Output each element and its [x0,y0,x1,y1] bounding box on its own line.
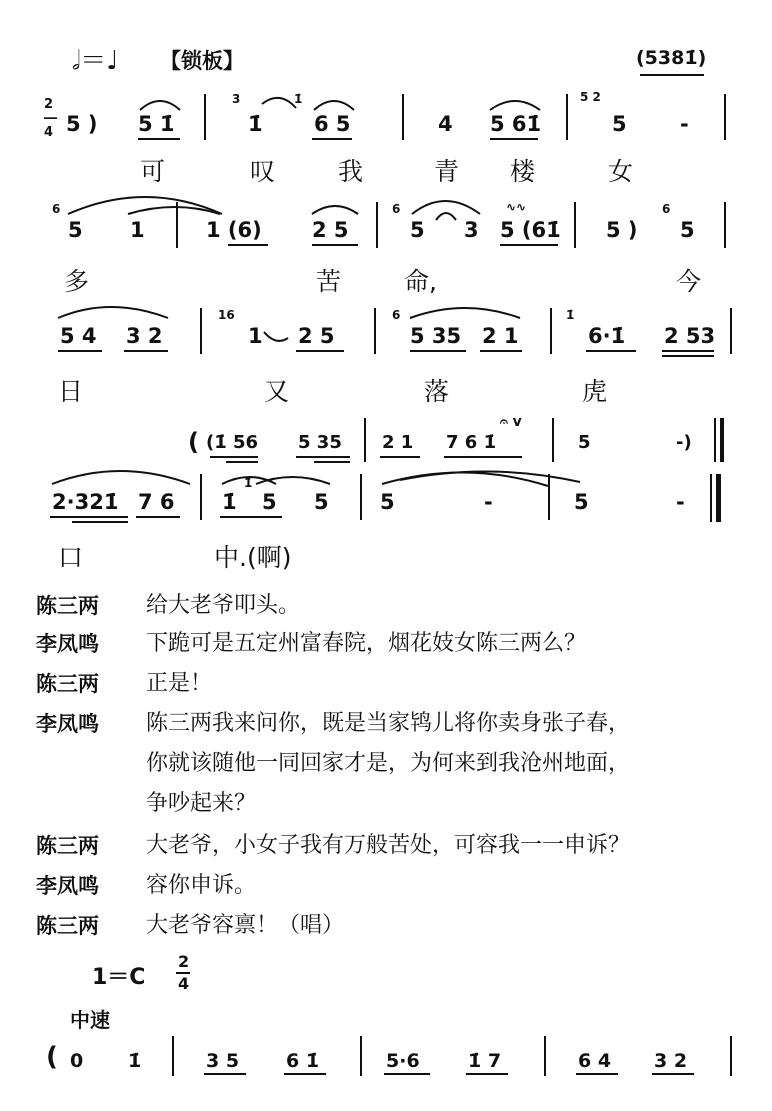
instrumental-note: -) [676,432,692,453]
grace-note: 1̇ [244,476,253,490]
note: 5 ) [606,218,638,242]
grace-note: 1̇ [566,308,575,322]
note: 1̇ [128,1050,142,1072]
note: 5 35 [410,324,462,348]
lyric: 落 [424,377,450,406]
underline [384,1073,430,1075]
dash: - [680,112,689,136]
pickup-motif: (5381̇) [636,47,707,69]
trill-mark: ∿∿ [506,200,527,214]
barline [172,1036,174,1076]
lyric: 今 [676,267,702,296]
lyric: 可 [140,157,166,186]
lyric: 女 [608,157,634,186]
note: 3 2 [126,324,163,348]
dash: - [484,490,493,514]
speaker-name: 李凤鸣 [36,874,99,898]
dash: - [676,490,685,514]
note: 5 1̇ [138,112,175,136]
note: 2 53 [664,324,716,348]
lyric: 又 [264,377,290,406]
dialogue-line: 陈三两我来问你，既是当家鸨儿将你卖身张子春， [146,711,631,736]
dialogue-line: 下跪可是五定州富春院，烟花妓女陈三两么？ [146,631,587,656]
note: 3 [464,218,479,242]
speaker-name: 陈三两 [36,834,99,858]
note: 5 [380,490,395,514]
lyric: 青 [434,157,460,186]
time-signature-bottom: 4 [178,974,190,993]
note: 5 [68,218,83,242]
note: 3 2 [654,1050,688,1072]
note: 5 [680,218,695,242]
speaker-name: 陈三两 [36,672,99,696]
lyric: 中.(啊) [214,543,292,572]
instrumental-note: 5 [578,432,591,453]
instrumental-note: (1̇ 56 [206,432,259,453]
underline [576,1073,618,1075]
note: 1 [248,324,263,348]
barline [730,1036,732,1076]
grace-note: 6 [662,202,671,216]
dialogue-line: 正是！ [146,671,213,696]
note: 3 5 [206,1050,240,1072]
instrumental-note: 7 6 1̇ [446,432,497,453]
underline [652,1073,694,1075]
grace-note: 1̇ [294,92,303,106]
grace-note: 6 [52,202,61,216]
speaker-name: 李凤鸣 [36,712,99,736]
instrumental-note: 5 35 [298,432,342,453]
lyric: 楼 [510,157,536,186]
note: ( [46,1042,58,1072]
speaker-name: 陈三两 [36,594,99,618]
note: 5 [574,490,589,514]
note: 5 4 [60,324,97,348]
note: 6 1̇ [286,1050,320,1072]
note: 5·6 [386,1050,420,1072]
note: 5 [410,218,425,242]
note: 1̇ [248,112,263,136]
tempo-label: 【锁板】 [160,49,244,73]
underline [204,1073,246,1075]
note: 5 [314,490,329,514]
time-signature: 2 ― 4 [44,97,57,140]
barline [544,1036,546,1076]
note: 5 [612,112,627,136]
speaker-name: 李凤鸣 [36,632,99,656]
note: 1̇ 7 [468,1050,502,1072]
fermata: 𝄐 v [500,414,522,430]
dialogue-line: 容你申诉。 [146,873,257,898]
note: 6 4 [578,1050,612,1072]
tempo-marking: 中速 [70,1008,110,1032]
note: 1̇ [222,490,237,514]
grace-note: 6 [392,202,401,216]
dialogue-line: 大老爷，小女子我有万般苦处，可容我一一申诉？ [146,833,631,858]
note: 6 5 [314,112,351,136]
note: 1 (6) [206,218,262,242]
note: 5 61̇ [490,112,542,136]
grace-note: 6 [392,308,401,322]
lyric: 苦 [316,267,342,296]
lyric: 虎 [582,377,608,406]
note: 4 [438,112,453,136]
note: 6·1̇ [588,324,626,348]
note: 1 [130,218,145,242]
underline [284,1073,326,1075]
lyric: 叹 [250,157,276,186]
grace-note: 16 [218,308,235,322]
instrumental-note: 2 1 [382,432,414,453]
note: 2 1 [482,324,519,348]
barline [360,1036,362,1076]
dialogue-line: 争吵起来？ [146,791,257,816]
lyric: 口 [58,543,84,572]
grace-note: 5 2 [580,90,601,104]
note: 5 (61̇ [500,218,561,242]
note: 2 5 [312,218,349,242]
note: 5 ) [66,112,98,136]
speaker-name: 陈三两 [36,914,99,938]
time-signature-top: 2 [178,952,190,971]
lyric: 多 [64,267,90,296]
grace-note: 3 [232,92,241,106]
note: 5 [262,490,277,514]
note: 7 6 [138,490,175,514]
note: 2·321̇ [52,490,119,514]
underline [466,1073,508,1075]
instrumental-note: ( [188,428,199,456]
lyric: 日 [58,377,84,406]
note: 2 5 [298,324,335,348]
dialogue-line: 大老爷容禀！（唱） [146,913,345,938]
note: 0 [70,1050,84,1072]
lyric: 我 [338,157,364,186]
dialogue-line: 你就该随他一同回家才是，为何来到我沧州地面， [146,751,631,776]
key-signature: 1＝C [92,965,146,990]
lyric: 命, [404,267,437,296]
dialogue-line: 给大老爷叩头。 [146,593,301,618]
tempo-equivalence: 𝅗𝅥＝♩ [72,46,119,76]
